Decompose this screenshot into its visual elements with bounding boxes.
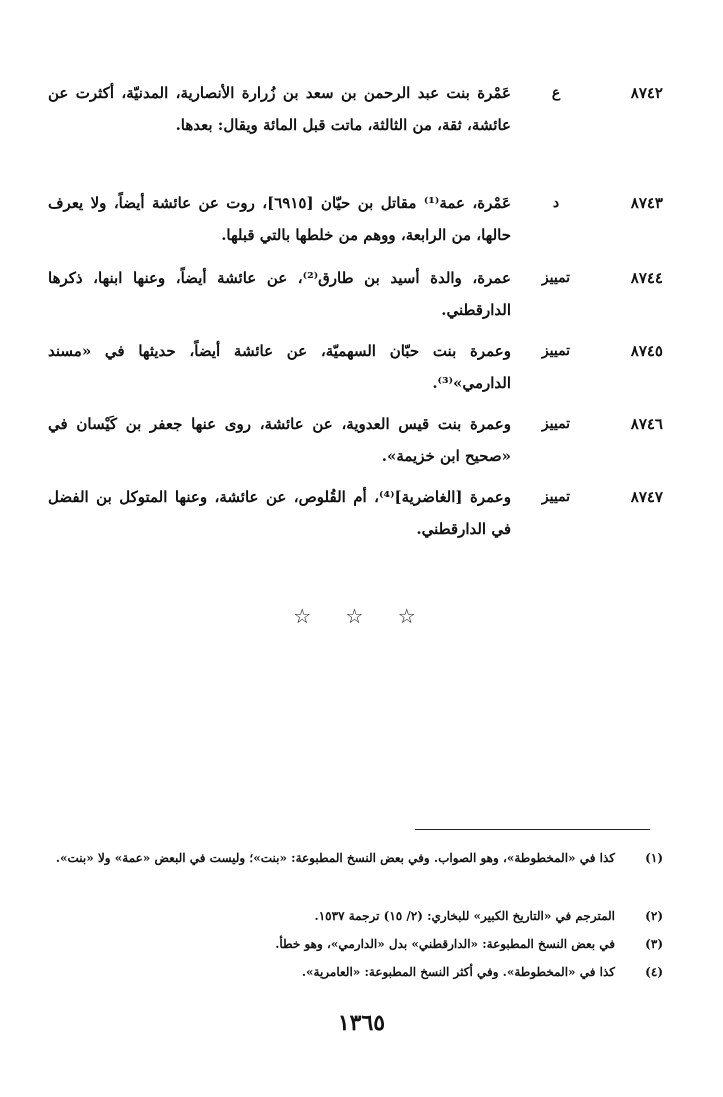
- section-separator-stars: ☆ ☆ ☆: [293, 604, 430, 628]
- entry-number: ٨٧٤٥: [630, 342, 663, 360]
- entry-code: تمييز: [541, 489, 571, 505]
- entry-text: عمرة، والدة أسيد بن طارق⁽²⁾، عن عائشة أيضاً، وعنها ابنها، ذكرها الدارقطني.: [48, 269, 511, 319]
- entry-text: عَمْرة بنت عبد الرحمن بن سعد بن زُرارة الأنصارية، المدنيّة، أكثرت عن عائشة، ثقة، من الثالثة، ماتت قبل المائة ويقال: بعدها.: [48, 84, 511, 134]
- footnote-text: كذا في «المخطوطة». وفي أكثر النسخ المطبوعة: «العامرية».: [301, 965, 615, 979]
- footnote-number: (٤): [645, 965, 663, 979]
- entry-text: وعمرة [الغاضرية]⁽⁴⁾، أم القُلوص، عن عائشة، وعنها المتوكل بن الفضل في الدارقطني.: [48, 488, 511, 538]
- entry-number: ٨٧٤٤: [630, 269, 663, 287]
- footnote-text: في بعض النسخ المطبوعة: «الدارقطني» بدل «الدارمي»، وهو خطأ.: [275, 937, 615, 951]
- footnote-divider: [415, 829, 650, 830]
- footnote-text: كذا في «المخطوطة»، وهو الصواب. وفي بعض النسخ المطبوعة: «بنت»؛ وليست في البعض «عمة» ولا «بنت».: [55, 851, 615, 865]
- entry-code: تمييز: [541, 270, 571, 286]
- entry-text: وعمرة بنت حبّان السهميّة، عن عائشة أيضاً، حديثها في «مسند الدارمي»⁽³⁾.: [48, 342, 511, 392]
- entry-number: ٨٧٤٣: [630, 194, 663, 212]
- entry-text: عَمْرة، عمة⁽¹⁾ مقاتل بن حيّان [٦٩١٥]، روت عن عائشة أيضاً، ولا يعرف حالها، من الرابعة، ووهم من خلطها بالتي قبلها.: [48, 194, 511, 244]
- footnote-number: (٢): [645, 909, 663, 923]
- footnote-text: المترجم في «التاريخ الكبير» للبخاري: (٢/ ١٥) ترجمة ١٥٣٧.: [314, 909, 615, 923]
- entry-code: د: [552, 195, 560, 211]
- entry-code: تمييز: [541, 343, 571, 359]
- entry-number: ٨٧٤٦: [630, 415, 663, 433]
- entry-number: ٨٧٤٧: [630, 488, 663, 506]
- entry-text: وعمرة بنت قيس العدوية، عن عائشة، روى عنها جعفر بن كَيْسان في «صحيح ابن خزيمة».: [48, 415, 511, 465]
- footnote-number: (٣): [645, 937, 663, 951]
- footnote-number: (١): [645, 851, 663, 865]
- entry-number: ٨٧٤٢: [630, 84, 663, 102]
- page-number: ١٣٦٥: [337, 1010, 386, 1036]
- entry-code: ع: [551, 85, 561, 101]
- entry-code: تمييز: [541, 416, 571, 432]
